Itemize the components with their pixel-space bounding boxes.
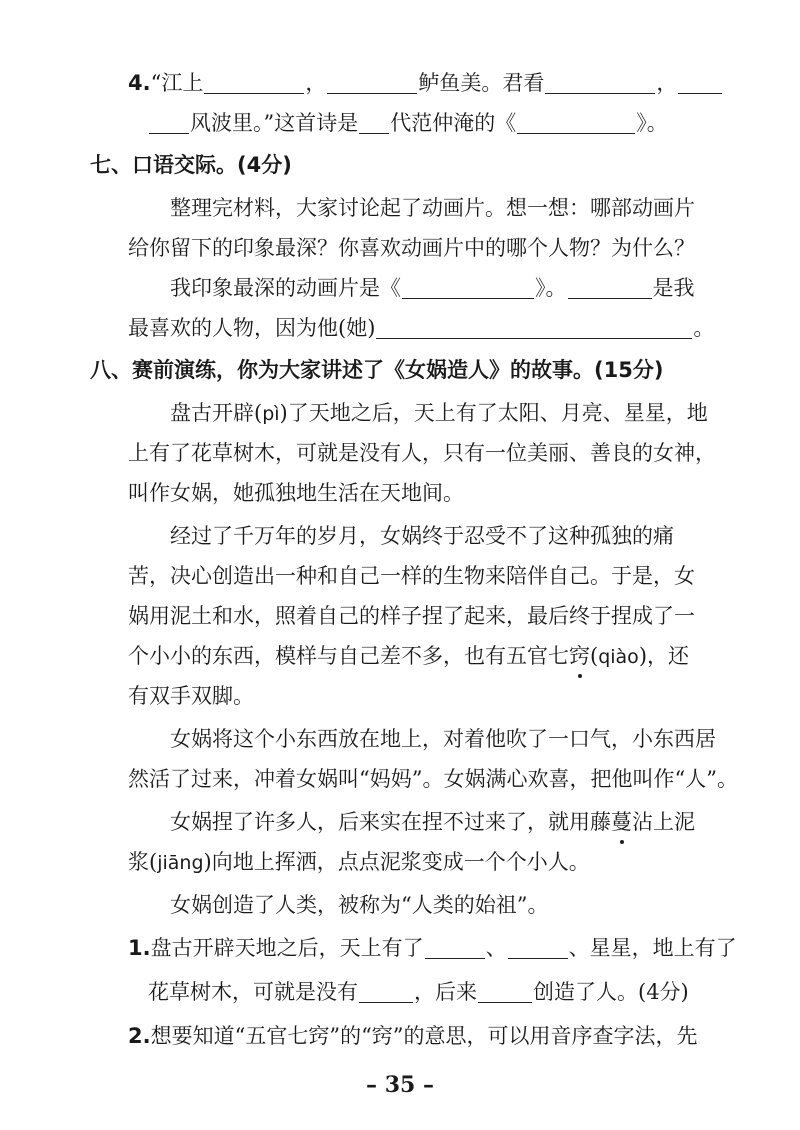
story-p1-line1: 盘古开辟(pì)了天地之后，天上有了太阳、月亮、星星，地 — [170, 401, 708, 425]
story-p5: 女娲创造了人类，被称为“人类的始祖”。 — [170, 893, 549, 917]
story-p2-line3: 娲用泥土和水，照着自己的样子捏了起来，最后终于捏成了一 — [128, 604, 695, 628]
emphasis-dot-char: 蔓 — [611, 807, 632, 837]
section7-heading: 七、口语交际。(4分) — [90, 153, 292, 177]
story-p4-line1: 女娲捏了许多人，后来实在捏不过来了，就用藤蔓沾上泥 — [170, 807, 695, 837]
story-p2-line5: 有双手双脚。 — [128, 684, 254, 708]
s8-q2-number: 2. — [128, 1024, 151, 1048]
answer-blank[interactable] — [678, 71, 722, 94]
answer-blank[interactable] — [508, 936, 568, 959]
page-number: – 35 – — [366, 1072, 434, 1098]
s8-q1-line1: 1.盘古开辟天地之后，天上有了 、 、星星，地上有了 — [128, 936, 737, 960]
story-p3-line1: 女娲将这个小东西放在地上，对着他吹了一口气，小东西居 — [170, 727, 716, 751]
answer-blank[interactable] — [204, 71, 304, 94]
section7-para1-line1: 整理完材料，大家讨论起了动画片。想一想：哪部动画片 — [170, 196, 695, 220]
answer-blank[interactable] — [545, 71, 655, 94]
answer-blank[interactable] — [568, 276, 652, 299]
story-p3-line2: 然活了过来，冲着女娲叫“妈妈”。女娲满心欢喜，把他叫作“人”。 — [128, 767, 738, 791]
story-p2-line4: 个小小的东西，模样与自己差不多，也有五官七窍(qiào)，还 — [128, 641, 689, 672]
answer-blank[interactable] — [478, 980, 532, 1003]
answer-blank[interactable] — [359, 111, 389, 134]
story-p2-line1: 经过了千万年的岁月，女娲终于忍受不了这种孤独的痛 — [170, 524, 674, 548]
s8-q1-line2: 花草树木，可就是没有 ，后来 创造了人。(4分) — [148, 980, 689, 1004]
answer-blank[interactable] — [425, 936, 485, 959]
story-p1-line3: 叫作女娲，她孤独地生活在天地间。 — [128, 481, 464, 505]
q4-line2: 风波里。”这首诗是 代范仲淹的《 》。 — [148, 108, 668, 138]
answer-blank[interactable] — [402, 276, 534, 299]
section8-heading: 八、赛前演练，你为大家讲述了《女娲造人》的故事。(15分) — [90, 358, 664, 382]
answer-blank[interactable] — [359, 980, 413, 1003]
answer-blank[interactable] — [327, 71, 417, 94]
answer-blank[interactable] — [517, 111, 635, 134]
story-p4-line2: 浆(jiāng)向地上挥洒，点点泥浆变成一个个小人。 — [128, 850, 590, 874]
story-p1-line2: 上有了花草树木，可就是没有人，只有一位美丽、善良的女神， — [128, 441, 716, 465]
answer-blank[interactable] — [149, 111, 189, 134]
emphasis-dot-char: 窍 — [569, 641, 590, 671]
section7-para3: 最喜欢的人物，因为他(她) 。 — [128, 316, 715, 340]
section7-para1-line2: 给你留下的印象最深？你喜欢动画片中的哪个人物？为什么？ — [128, 236, 695, 260]
q4-line1: 4.“江上 ， 鲈鱼美。君看 ， — [128, 68, 723, 98]
s8-q2-line1: 2.想要知道“五官七窍”的“窍”的意思，可以用音序查字法，先 — [128, 1024, 698, 1048]
q4-number: 4. — [128, 71, 151, 95]
answer-blank[interactable] — [376, 316, 692, 339]
story-p2-line2: 苦，决心创造出一种和自己一样的生物来陪伴自己。于是，女 — [128, 564, 695, 588]
s8-q1-number: 1. — [128, 936, 151, 960]
section7-para2: 我印象最深的动画片是《 》。 是我 — [170, 276, 695, 300]
